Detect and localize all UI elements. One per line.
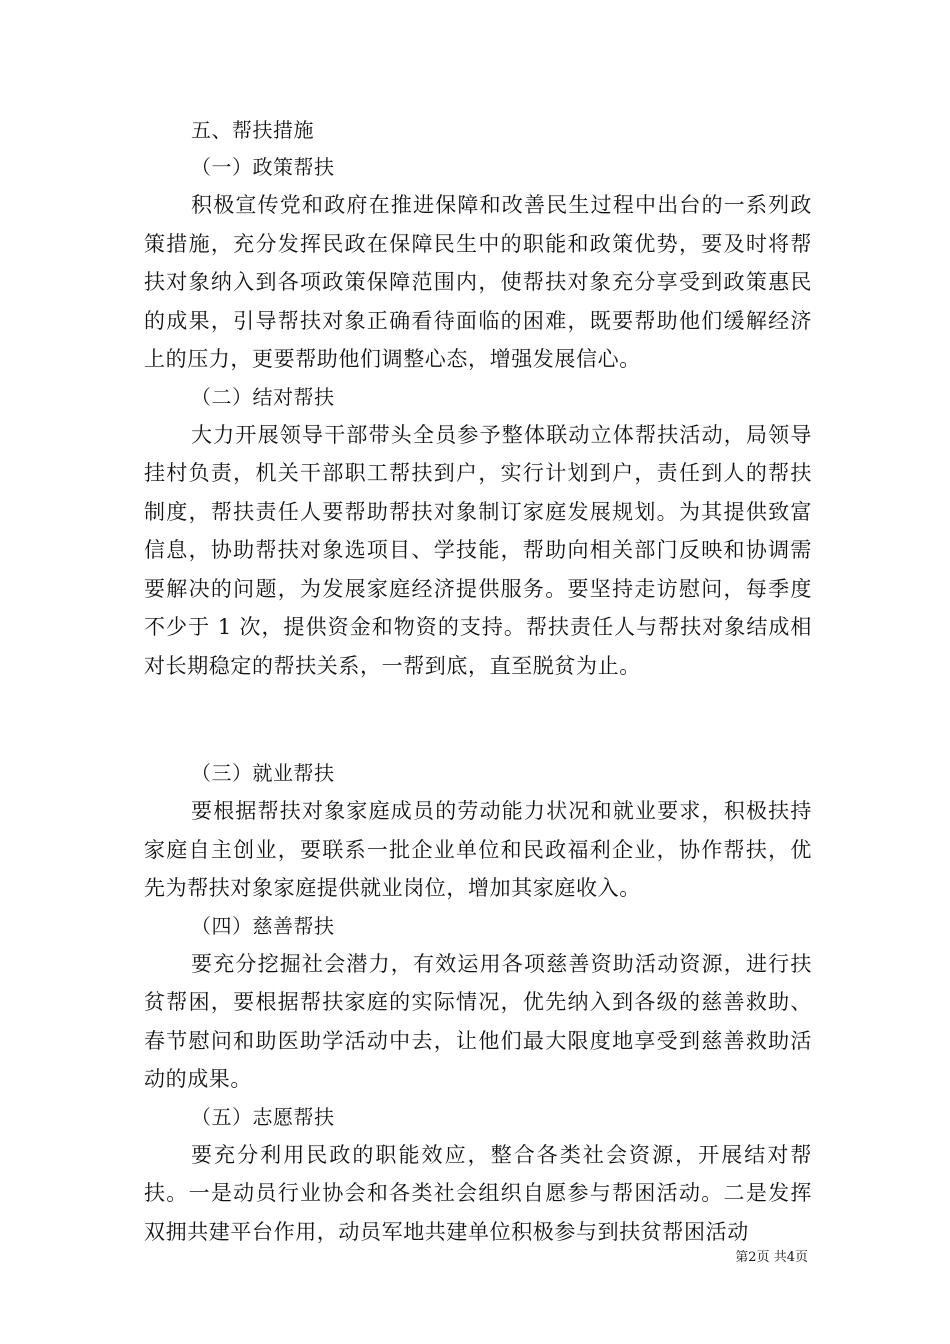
subsection-heading-charity: （四）慈善帮扶 <box>191 913 335 938</box>
blank-gap <box>144 685 812 755</box>
footer-suffix: 页 <box>794 1250 808 1265</box>
subsection-heading-pairing: （二）结对帮扶 <box>191 384 335 409</box>
footer-middle: 页 共 <box>756 1250 787 1265</box>
footer-current-page: 2 <box>748 1250 757 1265</box>
paragraph-charity: 要充分挖掘社会潜力，有效运用各项慈善资助活动资源，进行扶贫帮困，要根据帮扶家庭的实际情况，优先纳入到各级的慈善救助、春节慰问和助医助学活动中去，让他们最大限度地享受到慈善救助活动的成果。 <box>144 951 812 1091</box>
main-section-heading: 五、帮扶措施 <box>191 118 314 142</box>
subsection-heading-volunteer: （五）志愿帮扶 <box>191 1104 335 1129</box>
paragraph-pairing: 大力开展领导干部带头全员参予整体联动立体帮扶活动，局领导挂村负责，机关干部职工帮扶到户，实行计划到户，责任到人的帮扶制度，帮扶责任人要帮助帮扶对象制订家庭发展规划。为其提供致富信息，协助帮扶对象选项目、学技能，帮助向相关部门反映和协调需要解决的问题，为发展家庭经济提供服务。要坚持走访慰问，每季度不少于 1 次，提供资金和物资的支持。帮扶责任人与帮扶对象结成相对长期稳定的帮扶关系，一帮到底，直至脱贫为止。 <box>144 422 812 678</box>
paragraph-policy: 积极宣传党和政府在推进保障和改善民生过程中出台的一系列政策措施，充分发挥民政在保障民生中的职能和政策优势，要及时将帮扶对象纳入到各项政策保障范围内，使帮扶对象充分享受到政策惠民的成果，引导帮扶对象正确看待面临的困难，既要帮助他们缓解经济上的压力，更要帮助他们调整心态，增强发展信心。 <box>144 193 812 371</box>
paragraph-employment: 要根据帮扶对象家庭成员的劳动能力状况和就业要求，积极扶持家庭自主创业，要联系一批企业单位和民政福利企业，协作帮扶，优先为帮扶对象家庭提供就业岗位，增加其家庭收入。 <box>144 799 812 900</box>
paragraph-volunteer: 要充分利用民政的职能效应，整合各类社会资源，开展结对帮扶。一是动员行业协会和各类社会组织自愿参与帮困活动。二是发挥双拥共建平台作用，动员军地共建单位积极参与到扶贫帮困活动 <box>144 1142 812 1244</box>
page-content <box>144 112 812 1251</box>
subsection-heading-employment: （三）就业帮扶 <box>191 761 335 785</box>
subsection-heading-policy: （一）政策帮扶 <box>191 155 335 179</box>
footer-prefix: 第 <box>735 1250 749 1265</box>
page-footer <box>0 1248 808 1268</box>
footer-total-pages: 4 <box>786 1250 795 1265</box>
